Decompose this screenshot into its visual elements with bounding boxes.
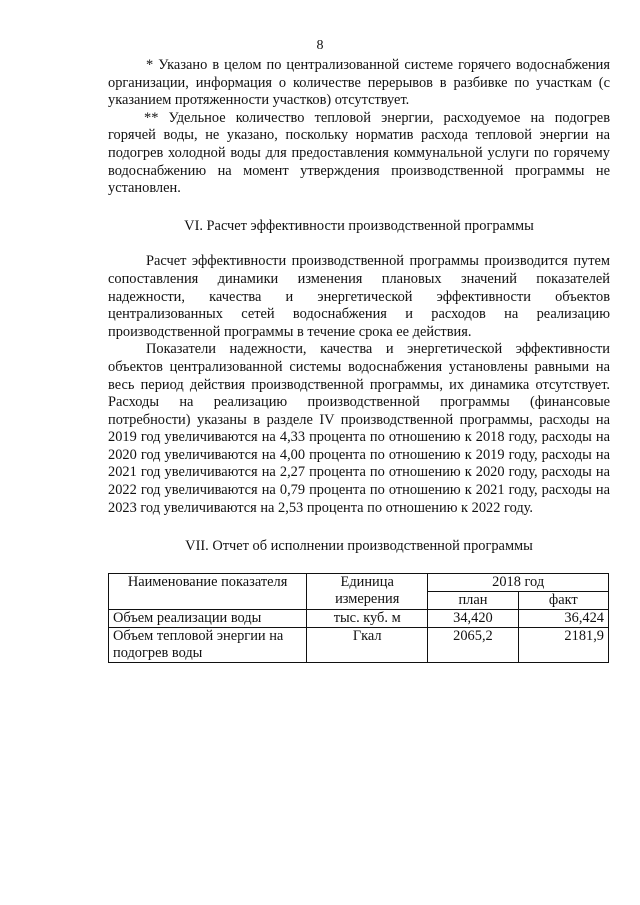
footnote-1: * Указано в целом по централизованной системе горячего водоснабжения организации, информация о количестве перерывов в разбивке по участкам (с указанием протяженности участков) отсутствует. xyxy=(108,57,610,109)
row-indicator-name: Объем тепловой энергии на подогрев воды xyxy=(109,627,307,662)
row-unit: Гкал xyxy=(307,627,428,662)
table-row xyxy=(109,609,609,627)
page-number: 8 xyxy=(316,38,324,53)
table-row xyxy=(109,627,609,662)
row-indicator-name: Объем реализации воды xyxy=(109,609,307,627)
section-6-paragraph-2: Показатели надежности, качества и энергетической эффективности объектов централизованной системы водоснабжения установлены равными на весь период действия производственной программы, их динамика отсутствует. Расходы на реализацию производственной программы (финансовые потребности) указаны в разделе IV производственной программы, расходы на 2019 год увеличиваются на 4,33 процента по отношению к 2018 году, расходы на 2020 год увеличиваются на 4,00 процента по отношению к 2019 году, расходы на 2021 год увеличиваются на 2,27 процента по отношению к 2020 году, расходы на 2022 год увеличиваются на 0,79 процента по отношению к 2021 году, расходы на 2023 год увеличиваются на 2,53 процента по отношению к 2022 году. xyxy=(108,341,610,516)
row-plan-value: 34,420 xyxy=(428,609,518,627)
header-unit: Единица измерения xyxy=(307,573,428,609)
header-year: 2018 год xyxy=(428,573,609,591)
row-fact-value: 36,424 xyxy=(518,609,608,627)
header-fact: факт xyxy=(518,591,608,609)
section-6-heading: VI. Расчет эффективности производственной программы xyxy=(184,217,534,234)
table-header-row xyxy=(109,573,609,591)
page-content xyxy=(108,57,610,663)
section-6-paragraph-1: Расчет эффективности производственной программы производится путем сопоставления динамики изменения плановых значений показателей надежности, качества и энергетической эффективности объектов централизованных сетей водоснабжения и расходов на реализацию производственной программы в течение срока ее действия. xyxy=(108,253,610,340)
header-plan: план xyxy=(428,591,518,609)
header-indicator: Наименование показателя xyxy=(109,573,307,609)
section-7-heading: VII. Отчет об исполнении производственной программы xyxy=(185,538,533,555)
row-fact-value: 2181,9 xyxy=(518,627,608,662)
row-plan-value: 2065,2 xyxy=(428,627,518,662)
report-table xyxy=(108,573,609,663)
footnote-2: ** Удельное количество тепловой энергии, расходуемое на подогрев горячей воды, не указано, поскольку норматив расхода тепловой энергии на подогрев холодной воды для предоставления коммунальной услуги по горячему водоснабжению на момент утверждения производственной программы не установлен. xyxy=(108,109,610,197)
row-unit: тыс. куб. м xyxy=(307,609,428,627)
